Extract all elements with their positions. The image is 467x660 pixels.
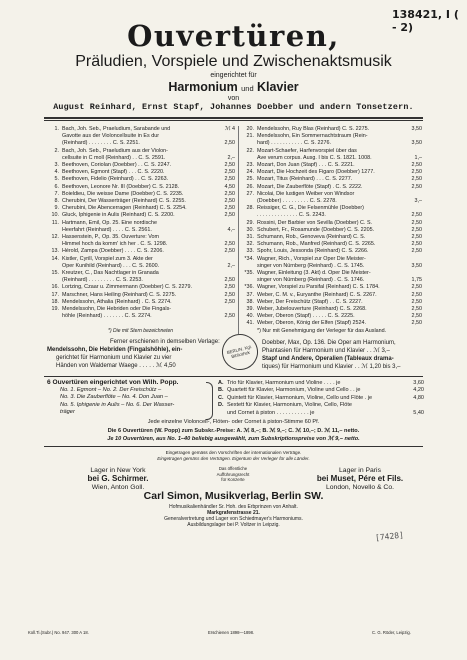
entry-number: 18. xyxy=(51,298,59,305)
catalog-entry xyxy=(47,284,235,291)
entry-title: *) Nur mit Genehmigung der Verleger für das Ausland. xyxy=(257,327,387,334)
column-divider xyxy=(238,126,239,334)
von-label: von xyxy=(227,95,240,102)
entry-price: 2,50 xyxy=(411,291,422,298)
entry-price: 2,50 xyxy=(224,212,235,219)
entry-number: *36. xyxy=(244,284,254,291)
catalog-entry xyxy=(47,270,235,277)
catalog-entry xyxy=(242,184,422,191)
lager-right-2: London, Novello & Co. xyxy=(325,483,394,491)
entry-price: 2,– xyxy=(227,262,235,269)
popp-overture-line: träger xyxy=(60,409,75,416)
catalog-entry xyxy=(242,148,422,155)
catalog-entry xyxy=(242,313,422,320)
pencil-annotation: [7428] xyxy=(374,530,405,543)
title-divider xyxy=(44,117,423,119)
entry-price: 2,50 xyxy=(224,162,235,169)
entry-number: 6. xyxy=(54,183,59,190)
entry-title: Ave verum corpus. Ausg. I bis C. S. 1821. 1008. xyxy=(257,154,372,161)
arrangement-price: 4,80 xyxy=(413,394,424,401)
entry-price: 2,50 xyxy=(224,205,235,212)
instrument-harmonium: Harmonium xyxy=(168,80,238,94)
entry-number: 22. xyxy=(246,147,254,154)
entry-number: 8. xyxy=(54,198,59,205)
entry-title: Cherubini, Der Wasserträger (Reinhard) C. S. 2255. xyxy=(62,198,186,205)
entry-title: Himmel hoch da komm' ich her . C. S. 1298. xyxy=(62,241,168,248)
footer-right: C. G. Röder, Leipzig. xyxy=(372,630,411,635)
instrument-klavier: Klavier xyxy=(256,80,299,94)
catalog-entry xyxy=(242,263,422,270)
entry-title: hard) . . . . . . . . . . . C. S. 2276. xyxy=(257,140,332,147)
catalog-entry xyxy=(47,212,235,219)
arrangement-letter: C. xyxy=(218,394,224,401)
entry-title: Heerfahrt (Reinhard) . . . . C. S. 2561. xyxy=(62,226,152,233)
stapf-line1: Stapf und Andere, Operalien (Tableaux drama- xyxy=(262,356,394,362)
catalog-entry xyxy=(47,155,235,162)
rights-line-1: Eingetragen gemäss den Verträgen. Eigentum der Verleger für alle Länder. xyxy=(157,456,310,461)
entry-number: 3. xyxy=(54,162,59,169)
entry-number: 30. xyxy=(246,226,254,233)
entry-price: 3,50 xyxy=(411,126,422,132)
entry-number: 40. xyxy=(246,313,254,320)
doebber-line2: Phantasien für Harmonium und Klavier . . ℳ 3,– xyxy=(262,348,390,354)
catalog-entry xyxy=(242,292,422,299)
publisher-line-4: Ausbildungslager bei P. Voltzer in Leipzig. xyxy=(187,522,280,528)
arrangement-text: Trio für Klavier, Harmonium und Violine . . . . je xyxy=(227,380,341,386)
ferner-note: Ferner erschienen in demselben Verlage: xyxy=(110,339,220,345)
entry-price: 1,75 xyxy=(411,277,422,284)
catalog-entry xyxy=(242,234,422,241)
entry-price: 2,50 xyxy=(224,241,235,248)
entry-title: Weber, Jubelouverture (Reinhard) C. S. 2268. xyxy=(257,306,367,313)
arrangement-text: Quintett für Klavier, Harmonium, Violine, Cello und Flöte . je xyxy=(227,394,373,401)
entry-title: Mendelssohn, Athalia (Reinhard) . C. S. 2274. xyxy=(62,298,172,305)
catalog-entry xyxy=(242,328,422,335)
entry-price: 2,50 xyxy=(224,190,235,197)
entry-number: 5. xyxy=(54,176,59,183)
lager-left-1: bei G. Schirmer. xyxy=(87,474,149,484)
entry-title: Rossini, Der Barbier von Sevilla (Doebber) C. S. xyxy=(257,219,373,226)
catalog-entry xyxy=(47,313,235,320)
catalog-entry xyxy=(242,320,422,327)
entry-number: 13. xyxy=(51,248,59,255)
entry-title: Hérold, Zampa (Doebber) . . . . C. S. 2206. xyxy=(62,248,164,255)
entry-number: 10. xyxy=(51,212,59,219)
entry-price: 2,50 xyxy=(411,226,422,233)
catalog-entry xyxy=(47,234,235,241)
entry-title: Kreutzer, C., Das Nachtlager in Granada xyxy=(62,270,159,277)
arrangement-letter: B. xyxy=(218,387,224,394)
catalog-left-column xyxy=(47,126,235,320)
entry-price: 2,50 xyxy=(411,320,422,327)
entry-price: 1,– xyxy=(414,154,422,161)
entry-title: höhle (Reinhard) . . . . . . . C. S. 2274. xyxy=(62,313,152,320)
entry-title: Gluck, Iphigenie in Aulis (Reinhard) C. S. 2200. xyxy=(62,212,175,219)
section-divider xyxy=(44,376,423,377)
entry-price: 2,50 xyxy=(224,176,235,183)
entry-price: 2,50 xyxy=(224,198,235,205)
entry-price: 2,50 xyxy=(411,241,422,248)
mendelssohn-line2: gerichtet für Harmonium und Klavier zu vier xyxy=(56,355,172,361)
arrangement-row xyxy=(218,395,424,402)
catalog-entry xyxy=(47,227,235,234)
arrangement-price: 4,20 xyxy=(413,387,424,394)
catalog-entry xyxy=(242,220,422,227)
entry-number: 41. xyxy=(246,320,254,327)
catalog-entry xyxy=(47,148,235,155)
section-divider-2 xyxy=(44,446,423,447)
entry-number: 27. xyxy=(246,190,254,197)
rights-note-1: Aufführungsrecht xyxy=(216,471,250,477)
entry-title: Beethoven, Fidelio (Reinhard) . . C. S. 2263. xyxy=(62,176,169,183)
entry-price: 2,50 xyxy=(411,183,422,190)
entry-price: 2,50 xyxy=(411,169,422,176)
catalog-entry xyxy=(242,155,422,162)
entry-title: singer von Nürnberg (Reinhard) . C. S. 1745. xyxy=(257,262,365,269)
entry-title: . . . . . . . . . . . . . . C. S. 2243. xyxy=(257,212,326,219)
entry-price: 2,50 xyxy=(411,306,422,313)
entry-title: (Doebber) . . . . . . . . . C. S. 2278. xyxy=(257,198,337,205)
catalog-entry xyxy=(242,277,422,284)
entry-title: Weber, Der Freischütz (Stapf) . . C. S. 2227. xyxy=(257,298,363,305)
doebber-line1: Doebber, Max, Op. 136. Die Oper am Harmonium, xyxy=(262,340,396,346)
rights-note-2: für Konzerte xyxy=(221,477,245,483)
rights-note-0: Das öffentliche xyxy=(218,466,248,471)
entry-price: 2,50 xyxy=(411,284,422,291)
entry-price: 3,– xyxy=(414,198,422,205)
authors: August Reinhard, Ernst Stapf, Johannes Doebber und andern Tonsetzern. xyxy=(53,102,414,112)
catalog-right-column xyxy=(242,126,422,335)
entry-price: 4,– xyxy=(227,226,235,233)
catalog-entry xyxy=(47,299,235,306)
entry-number: 23. xyxy=(246,162,254,169)
catalog-entry xyxy=(242,169,422,176)
catalog-entry xyxy=(242,205,422,212)
entry-number: 16. xyxy=(51,284,59,291)
entry-number: 11. xyxy=(51,219,59,226)
catalog-entry xyxy=(47,140,235,147)
entry-price: 2,50 xyxy=(224,291,235,298)
lager-right-0: Lager in Paris xyxy=(339,467,381,474)
entry-title: Mendelssohn, Die Hebriden oder Die Fingals- xyxy=(62,306,172,313)
entry-title: Boieldieu, Die weisse Dame (Doebber) C. S. 2235. xyxy=(62,190,184,197)
catalog-entry xyxy=(47,184,235,191)
entry-price: 2,50 xyxy=(411,219,422,226)
stapf-line2: tiques) für Harmonium und Klavier . . ℳ 1,20 bis 3,– xyxy=(262,364,401,370)
catalog-entry xyxy=(47,176,235,183)
page-title: Ouvertüren, xyxy=(127,19,340,53)
instrument-and: und xyxy=(241,84,254,93)
entry-title: Spohr, Louis, Jessonda (Reinhard) C. S. 2266. xyxy=(257,248,369,255)
entry-number: 32. xyxy=(246,241,254,248)
entry-title: Weber, Oberon, König der Elfen (Stapf) 2524. xyxy=(257,320,366,327)
entry-number: 21. xyxy=(246,133,254,140)
publisher-line-1: Hofmusikalienhändler Sr. Hoh. des Erbprinzen von Anhalt. xyxy=(169,504,298,510)
arrangement-row xyxy=(218,380,424,387)
entry-title: Schumann, Rob., Manfred (Reinhard) C. S. 2265. xyxy=(257,241,376,248)
subtitle: Präludien, Vorspiele und Zwischenaktsmusik xyxy=(75,53,392,70)
entry-number: 24. xyxy=(246,169,254,176)
mendelssohn-title: Mendelssohn, Die Hebriden (Fingalshöhle), ein- xyxy=(47,347,183,353)
lager-left-0: Lager in New York xyxy=(90,467,146,474)
popp-overture-line: No. 5. Iphigenie in Aulis – No. 6. Der Wasser- xyxy=(60,401,175,408)
arrangement-row xyxy=(218,402,424,409)
entry-price: 3,50 xyxy=(411,140,422,147)
entry-price: 2,50 xyxy=(411,212,422,219)
catalog-entry xyxy=(242,284,422,291)
entry-title: Gavotte aus der Violoncellsuite in Es dur xyxy=(62,133,159,140)
entry-title: (Reinhard) . . . . . . . . C. S. 2251. xyxy=(62,140,140,147)
entry-price: 2,50 xyxy=(411,313,422,320)
entry-title: cellsuite in C moll (Reinhard) . . C. S. 2591. xyxy=(62,154,166,161)
catalog-entry xyxy=(47,162,235,169)
catalog-entry xyxy=(242,241,422,248)
entry-number: 28. xyxy=(246,205,254,212)
popp-heading: 6 Ouvertüren eingerichtet von Wilh. Popp. xyxy=(47,379,179,386)
popp-note: Jede einzelne Violoncell-, Flöten- oder Cornet à piston-Stimme 60 Pf. xyxy=(147,419,320,425)
entry-title: Mozart-Schaefer, Harfenvorspiel über das xyxy=(257,147,357,154)
catalog-entry xyxy=(47,169,235,176)
catalog-entry xyxy=(47,256,235,263)
entry-number: 37. xyxy=(246,291,254,298)
entry-title: Beethoven, Egmont (Stapf) . . . C. S. 2220. xyxy=(62,169,165,176)
stamp-text: BERLIN. Kgl. Bibliothek xyxy=(226,344,253,360)
catalog-entry xyxy=(47,277,235,284)
entry-number: 14. xyxy=(51,255,59,262)
entry-price: 2,50 xyxy=(411,248,422,255)
arranged-note: eingerichtet für xyxy=(210,72,257,79)
entry-price: 2,50 xyxy=(224,313,235,320)
arrangement-text: Sextett für Klavier, Harmonium, Violine, Cello, Flöte xyxy=(227,402,352,409)
catalog-entry xyxy=(242,140,422,147)
lager-new-york xyxy=(68,467,168,492)
catalog-entry xyxy=(47,306,235,313)
popp-arrangements xyxy=(218,380,424,417)
entry-title: Weber, Oberon (Stapf) . . . . . C. S. 2225. xyxy=(257,313,355,320)
shelfmark: 138421, I ( - 2) xyxy=(392,8,459,34)
catalog-entry xyxy=(47,248,235,255)
catalog-entry xyxy=(242,212,422,219)
catalog-entry xyxy=(242,126,422,133)
entry-title: Mendelssohn, Ruy Blas (Reinhard) C. S. 2275. xyxy=(257,126,370,132)
entry-number: *35. xyxy=(244,270,254,277)
entry-title: Hassenstein, P., Op. 35. Ouverture: Vom xyxy=(62,234,159,241)
entry-title: Beethoven, Coriolan (Doebber) . . C. S. 2247. xyxy=(62,162,172,169)
entry-price: 2,50 xyxy=(411,234,422,241)
arrangement-letter: D. xyxy=(218,402,224,409)
entry-price: 4,50 xyxy=(224,183,235,190)
entry-number: 19. xyxy=(51,306,59,313)
entry-title: Mozart, Titus (Reinhard) . . . C. S. 2277. xyxy=(257,176,353,183)
catalog-entry xyxy=(242,256,422,263)
entry-title: Wagner, Rich., Vorspiel zur Oper Die Meister- xyxy=(257,255,366,262)
catalog-entry xyxy=(242,198,422,205)
entry-title: Schumann, Rob., Genoveva (Reinhard) C. S. xyxy=(257,234,366,241)
lager-right-1: bei Muset, Pére et Fils. xyxy=(316,474,404,484)
entry-title: Nicolai, Die lustigen Weiber von Windsor xyxy=(257,190,355,197)
entry-number: 39. xyxy=(246,306,254,313)
entry-title: Lortzing, Czaar u. Zimmermann (Doebber) C. S. 2279. xyxy=(62,284,193,291)
entry-title: Bach, Joh. Seb., Praeludium aus der Violon- xyxy=(62,147,168,154)
arrangement-price: 3,60 xyxy=(413,380,424,386)
entry-title: singer von Nürnberg (Reinhard) . C. S. 1746. xyxy=(257,277,365,284)
entry-price: 2,50 xyxy=(224,298,235,305)
footer-left: Koll.Ti.(Subr.) No. 947. 300 A 18. xyxy=(28,630,89,635)
entry-price: 2,50 xyxy=(224,140,235,147)
catalog-entry xyxy=(242,248,422,255)
entry-title: Marschner, Hans Heiling (Reinhard) C. S. 2275. xyxy=(62,291,177,298)
entry-title: Kistler, Cyrill, Vorspiel zum 3. Akte der xyxy=(62,255,153,262)
subscription-line: Die 6 Ouvertüren (W. Popp) zum Subskr.-Preise: A. ℳ 8,–; B. ℳ 9,–; C. ℳ 10,–; D. ℳ 11,– netto. xyxy=(107,428,360,434)
catalog-entry xyxy=(242,299,422,306)
catalog-entry xyxy=(242,270,422,277)
library-stamp xyxy=(218,330,262,374)
catalog-entry xyxy=(242,176,422,183)
arrangement-row xyxy=(218,410,424,417)
subscription-line-2: Je 10 Ouvertüren, aus No. 1–40 beliebig ausgewählt, zum Subskriptionspreise von ℳ 9,– netto. xyxy=(107,436,360,442)
entry-price: 3,50 xyxy=(411,262,422,269)
catalog-entry xyxy=(47,198,235,205)
rights-line-0: Eingetragen gemäss den Vorschriften der internationalen Verträge. xyxy=(165,450,302,455)
entry-number: 12. xyxy=(51,234,59,241)
entry-title: Mozart, Don Juan (Stapf) . . . C. S. 2221. xyxy=(257,162,355,169)
entry-number: 31. xyxy=(246,234,254,241)
entry-title: Weber, C. M. v., Euryanthe (Reinhard) C. S. 2267. xyxy=(257,291,377,298)
entry-title: (Reinhard) . . . . . . . . . C. S. 2253. xyxy=(62,277,143,284)
entry-number: 17. xyxy=(51,291,59,298)
popp-overture-line: No. 1. Egmont – No. 2. Der Freischütz – xyxy=(60,387,162,393)
entry-price: 2,50 xyxy=(224,248,235,255)
brace xyxy=(206,382,213,420)
entry-price: 2,– xyxy=(227,154,235,161)
performance-rights-note xyxy=(196,466,270,483)
entry-price: 2,50 xyxy=(224,284,235,291)
title-divider-thin xyxy=(44,120,423,121)
entry-price: 2,50 xyxy=(224,169,235,176)
entry-price: 2,50 xyxy=(411,298,422,305)
entry-number: 1. xyxy=(54,126,59,132)
catalog-entry xyxy=(242,162,422,169)
catalog-entry xyxy=(47,133,235,140)
entry-number: 29. xyxy=(246,219,254,226)
star-footnote: *) Die mit Stern bezeichneten xyxy=(108,328,174,334)
catalog-entry xyxy=(47,241,235,248)
entry-number: 25. xyxy=(246,176,254,183)
popp-overture-list xyxy=(60,387,206,417)
arrangement-text: und Cornet à piston . . . . . . . . . . . je xyxy=(227,409,315,416)
entry-title: Mendelssohn, Ein Sommernachtstraum (Rein- xyxy=(257,133,368,140)
entry-title: Beethoven, Leonore Nr. III (Doebber) C. S. 2128. xyxy=(62,183,180,190)
entry-title: Wagner, Einleitung (3. Akt) d. Oper Die Meister- xyxy=(257,270,371,277)
entry-number: 15. xyxy=(51,270,59,277)
catalog-entry xyxy=(242,133,422,140)
instruments xyxy=(0,80,467,96)
catalog-entry xyxy=(242,191,422,198)
entry-number: *34. xyxy=(244,255,254,262)
publisher-line-2: Markgrafenstrasse 21. xyxy=(207,510,260,516)
catalog-entry xyxy=(242,306,422,313)
entry-number: 4. xyxy=(54,169,59,176)
entry-title: Reissiger, C. G., Die Felsenmühle (Doebber) xyxy=(257,205,364,212)
entry-price: 2,50 xyxy=(224,277,235,284)
catalog-entry xyxy=(47,205,235,212)
publisher-name: Carl Simon, Musikverlag, Berlin SW. xyxy=(143,490,324,502)
catalog-entry xyxy=(242,227,422,234)
entry-title: Mozart, Die Zauberflöte (Stapf) . C. S. 2222. xyxy=(257,183,363,190)
arrangement-text: Quartett für Klavier, Harmonium, Violine und Cello . . je xyxy=(227,387,361,394)
catalog-entry xyxy=(47,220,235,227)
entry-number: 9. xyxy=(54,205,59,212)
entry-number: 33. xyxy=(246,248,254,255)
catalog-entry xyxy=(47,292,235,299)
entry-title: Oper Kunihild (Reinhard) . . . C. S. 2600. xyxy=(62,262,160,269)
arrangement-letter: A. xyxy=(218,380,224,386)
entry-title: Schubert, Fr., Rosamunde (Doebber) C. S. 2205. xyxy=(257,226,375,233)
entry-title: Cherubini, Die Abencerragen (Reinhard) C. S. 2254. xyxy=(62,205,187,212)
catalog-entry xyxy=(47,263,235,270)
entry-title: Hartmann, Emil, Op. 25. Eine nordische xyxy=(62,219,157,226)
entry-title: Wagner, Vorspiel zu Parsifal (Reinhard) C. S. 1784. xyxy=(257,284,380,291)
mendelssohn-line3: Händen von Waldemar Waege . . . . . ℳ 4,50 xyxy=(56,363,176,369)
entry-title: Mozart, Die Hochzeit des Figaro (Doebber) 1277. xyxy=(257,169,375,176)
footer-center: Erschienen 1898—1898. xyxy=(208,630,255,635)
arrangement-price: 5,40 xyxy=(413,409,424,416)
publisher-line-3: Generalvertretung und Lager von Schiedmayer's Harmoniums. xyxy=(164,516,303,522)
entry-price: 2,50 xyxy=(411,176,422,183)
entry-number: 26. xyxy=(246,183,254,190)
entry-price: ℳ 4 xyxy=(224,126,235,132)
catalog-entry xyxy=(47,191,235,198)
lager-paris xyxy=(305,467,415,492)
entry-number: 20. xyxy=(246,126,254,132)
popp-overture-line: No. 3. Die Zauberflöte – No. 4. Don Juan – xyxy=(60,394,168,401)
entry-number: 38. xyxy=(246,298,254,305)
arrangement-row xyxy=(218,387,424,394)
entry-price: 2,50 xyxy=(411,162,422,169)
catalog-entry xyxy=(47,126,235,133)
entry-title: Bach, Joh. Seb., Praeludium, Sarabande und xyxy=(62,126,171,132)
entry-number: 7. xyxy=(54,190,59,197)
lager-left-2: Wien, Anton Goll. xyxy=(91,483,145,491)
entry-number: 2. xyxy=(54,147,59,154)
